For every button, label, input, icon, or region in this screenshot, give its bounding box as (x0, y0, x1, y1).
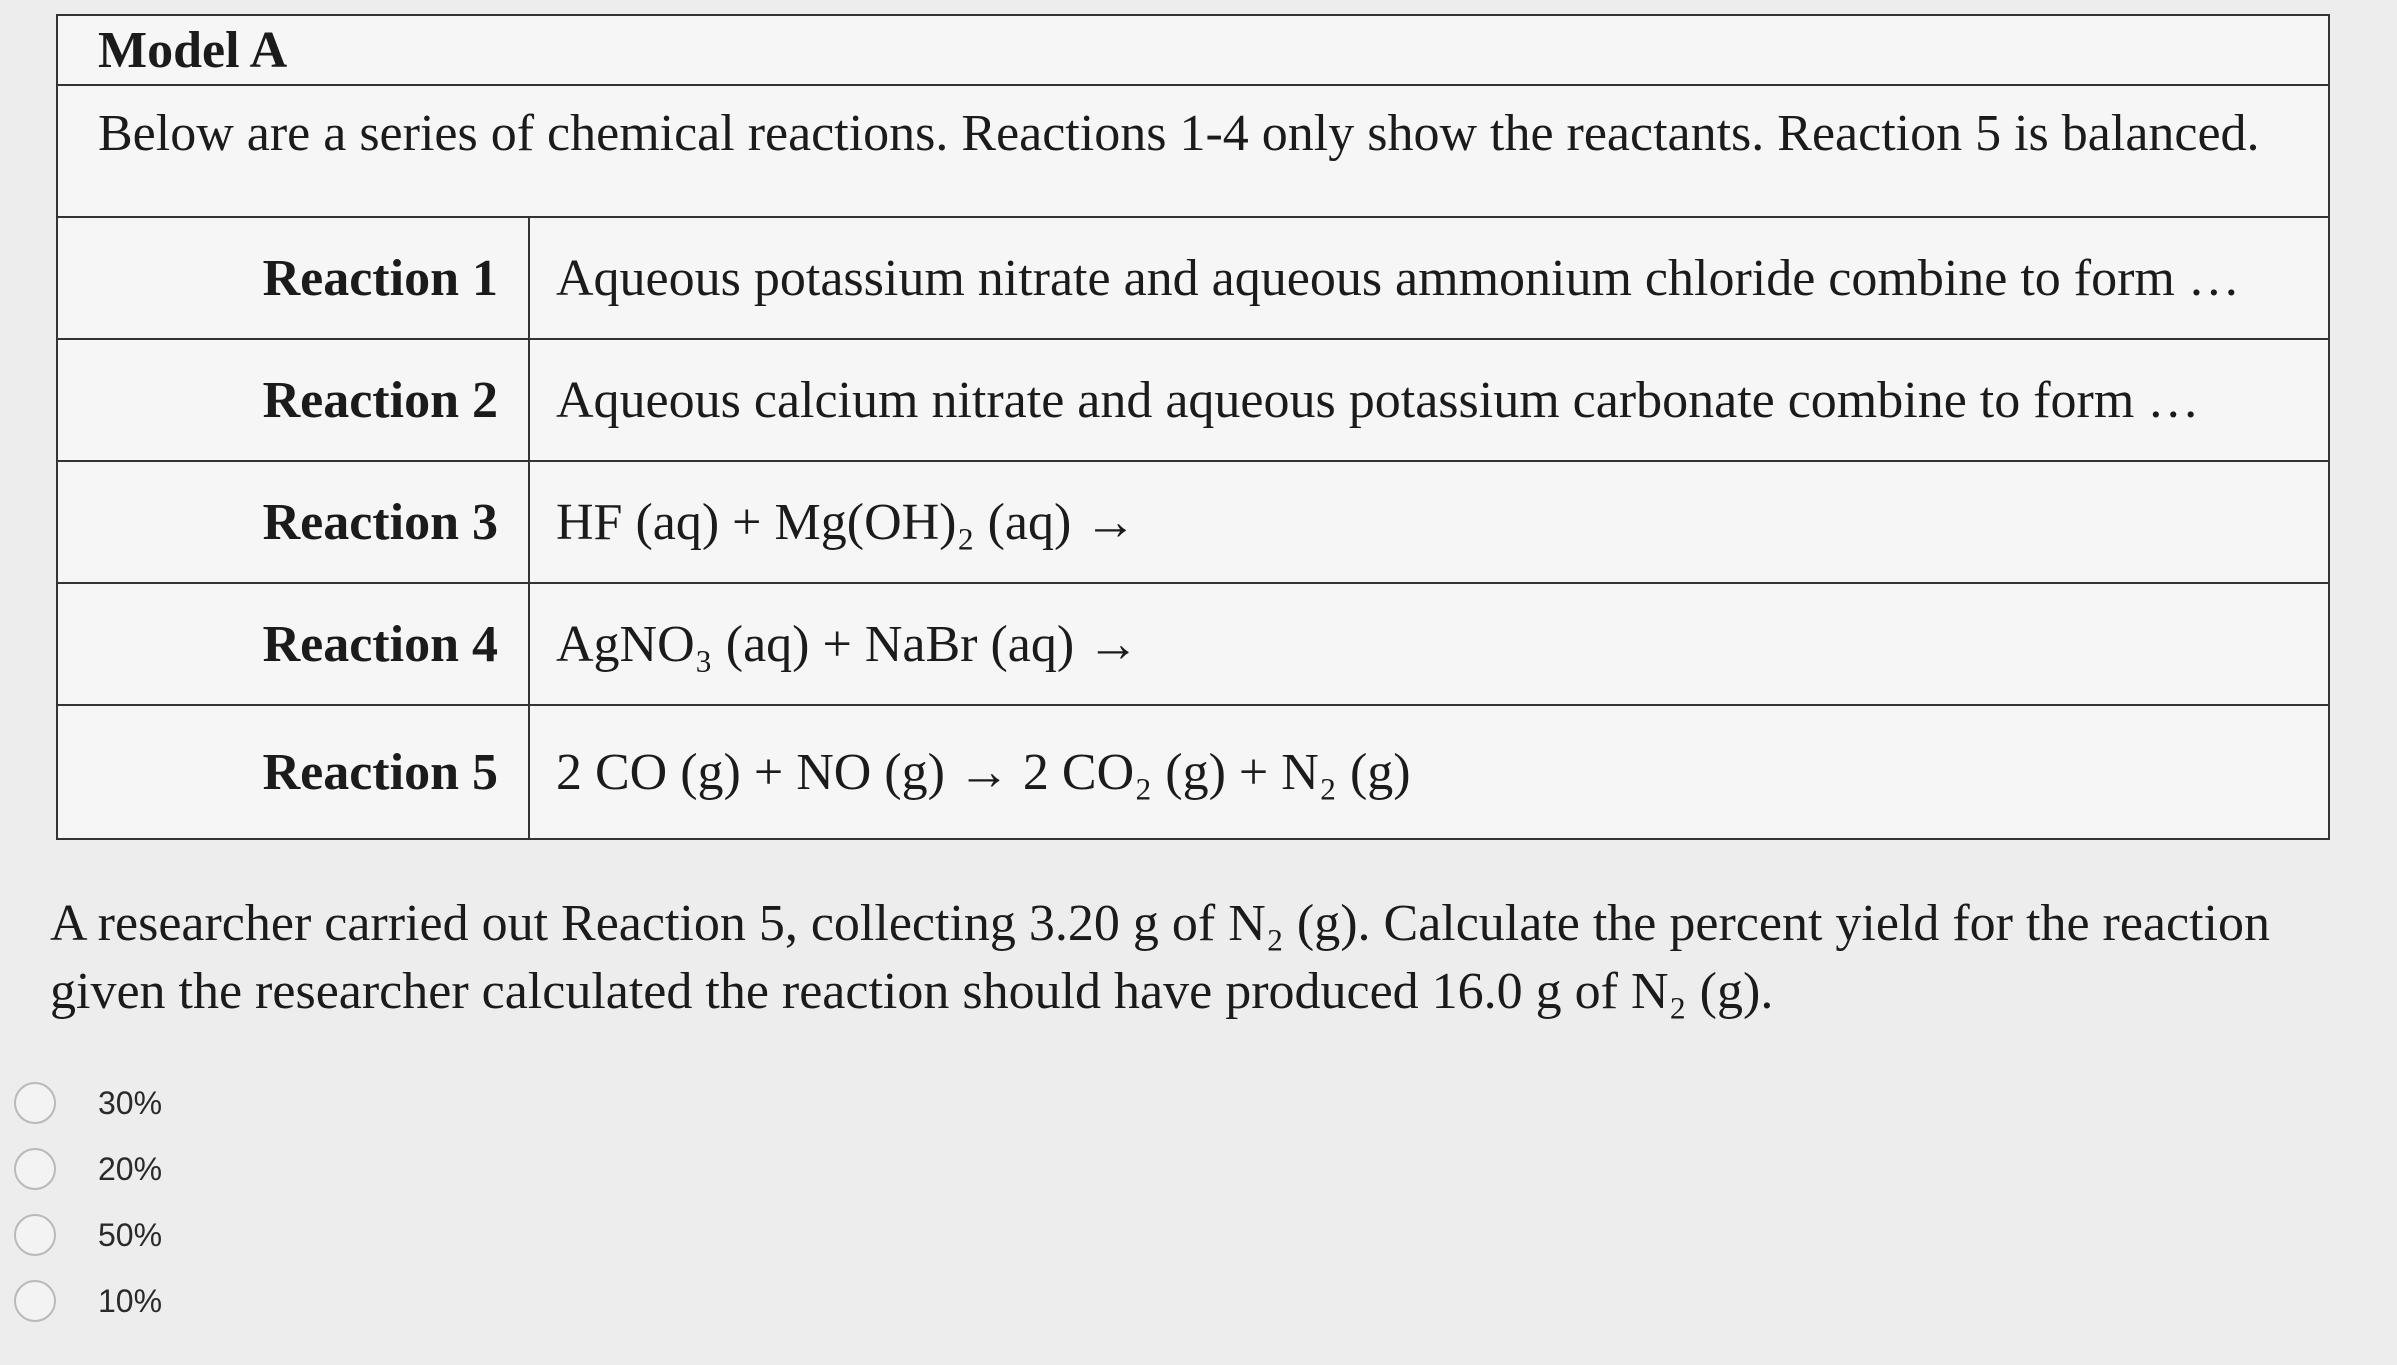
reaction-label: Reaction 1 (57, 217, 529, 339)
reaction-description: Aqueous calcium nitrate and aqueous potassium carbonate combine to form … (529, 339, 2329, 461)
reaction-label: Reaction 2 (57, 339, 529, 461)
answer-option-label[interactable]: 20% (98, 1150, 163, 1187)
reaction-description: Aqueous potassium nitrate and aqueous ammonium chloride combine to form … (529, 217, 2329, 339)
radio-button[interactable] (14, 1280, 56, 1322)
reaction-label: Reaction 5 (57, 705, 529, 839)
answer-option[interactable] (14, 1202, 162, 1268)
question-text: A researcher carried out Reaction 5, collecting 3.20 g of N₂ (g). Calculate the percent yield for the reaction given the researcher calculated the reaction should have produced 16.0 g of N₂ (g). (50, 895, 2270, 1020)
reaction-label: Reaction 4 (57, 583, 529, 705)
reaction-row (57, 217, 2329, 339)
reaction-label: Reaction 3 (57, 461, 529, 583)
answer-option[interactable] (14, 1268, 162, 1334)
reaction-equation: HF (aq) + Mg(OH)₂ (aq) → (529, 461, 2329, 583)
model-title: Model A (57, 15, 2329, 85)
answer-option-label[interactable]: 10% (98, 1282, 163, 1319)
answer-option[interactable] (14, 1070, 162, 1136)
reaction-equation: 2 CO (g) + NO (g) → 2 CO₂ (g) + N₂ (g) (529, 705, 2329, 839)
model-a-table (56, 14, 2330, 840)
radio-button[interactable] (14, 1082, 56, 1124)
answer-option-label[interactable]: 50% (98, 1216, 163, 1253)
reaction-equation: AgNO₃ (aq) + NaBr (aq) → (529, 583, 2329, 705)
answer-option-label[interactable]: 30% (98, 1084, 163, 1121)
radio-button[interactable] (14, 1148, 56, 1190)
reaction-row (57, 705, 2329, 839)
answer-option[interactable] (14, 1136, 162, 1202)
reaction-row (57, 339, 2329, 461)
answer-options (14, 1070, 162, 1334)
reaction-row (57, 583, 2329, 705)
radio-button[interactable] (14, 1214, 56, 1256)
model-intro: Below are a series of chemical reactions. Reactions 1-4 only show the reactants. Reaction 5 is balanced. (57, 85, 2329, 217)
reaction-row (57, 461, 2329, 583)
